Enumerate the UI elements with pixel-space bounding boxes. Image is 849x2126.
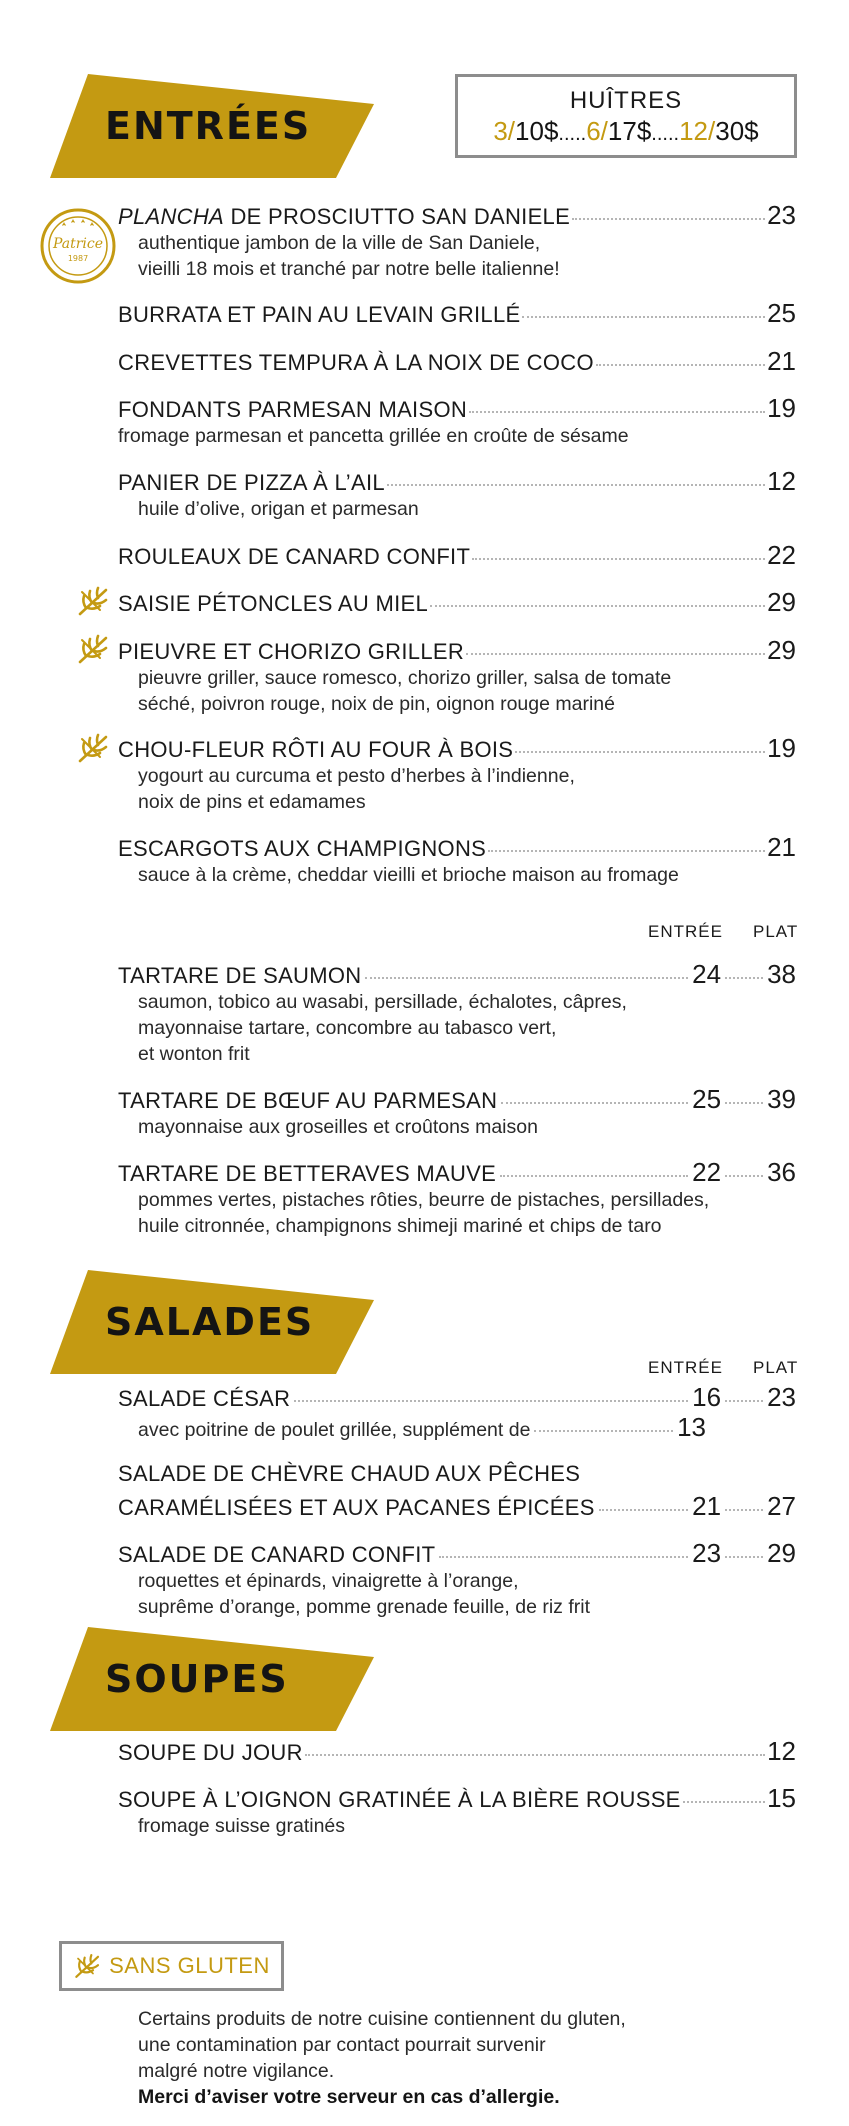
menu-item — [118, 1157, 796, 1239]
item-price: 21 — [767, 832, 796, 862]
notice-line: une contamination par contact pourrait survenir — [138, 2034, 546, 2056]
item-name: SALADE CÉSAR — [118, 1386, 291, 1411]
menu-item — [118, 635, 796, 717]
item-description: fromage suisse gratinés — [138, 1815, 346, 1837]
menu-item — [118, 1736, 796, 1766]
allergy-notice — [138, 2006, 626, 2110]
item-description: vieilli 18 mois et tranché par notre belle italienne! — [138, 258, 560, 280]
item-price-entree: 25 — [692, 1084, 722, 1114]
item-price: 21 — [767, 346, 796, 376]
item-description: pommes vertes, pistaches rôties, beurre de pistaches, persillades, — [138, 1189, 710, 1211]
item-description: mayonnaise tartare, concombre au tabasco vert, — [138, 1017, 557, 1039]
item-name-rest: DE PROSCIUTTO SAN DANIELE — [230, 204, 571, 229]
oyster-dots: ..... — [558, 123, 587, 145]
menu-item — [118, 1084, 796, 1140]
item-name: CARAMÉLISÉES ET AUX PACANES ÉPICÉES — [118, 1495, 595, 1520]
item-price-plat: 36 — [767, 1157, 796, 1187]
oysters-box — [455, 74, 797, 158]
section-title-soupes: SOUPES — [105, 1657, 289, 1701]
menu-item — [118, 540, 796, 570]
oyster-price: 17$ — [607, 116, 652, 146]
item-price-plat: 27 — [767, 1491, 796, 1521]
item-price-plat: 29 — [767, 1538, 796, 1568]
menu-item — [118, 733, 796, 815]
item-name: SALADE DE CANARD CONFIT — [118, 1542, 436, 1567]
item-price: 12 — [767, 466, 796, 496]
item-price: 29 — [767, 635, 796, 665]
oyster-price: 10$ — [515, 116, 559, 146]
svg-text:Patrice: Patrice — [52, 236, 104, 252]
item-description: avec poitrine de poulet grillée, supplément de — [138, 1419, 531, 1441]
notice-line: malgré notre vigilance. — [138, 2060, 335, 2082]
item-description: mayonnaise aux groseilles et croûtons maison — [138, 1116, 538, 1138]
notice-bold-line: Merci d’aviser votre serveur en cas d’allergie. — [138, 2086, 560, 2108]
section-banner-salades — [50, 1270, 374, 1374]
item-price-entree: 16 — [692, 1382, 722, 1412]
item-description: sauce à la crème, cheddar vieilli et brioche maison au fromage — [138, 864, 679, 886]
column-header-plat: PLAT — [753, 922, 799, 941]
oyster-dots: ..... — [651, 123, 680, 145]
svg-text:1987: 1987 — [67, 254, 89, 263]
patrice-seal-icon — [40, 208, 116, 289]
section-title-entrees: ENTRÉES — [105, 104, 312, 148]
item-description: saumon, tobico au wasabi, persillade, échalotes, câpres, — [138, 991, 627, 1013]
item-price: 23 — [767, 200, 796, 230]
item-price-entree: 24 — [692, 959, 722, 989]
oyster-qty: 12/ — [679, 116, 716, 146]
notice-line — [138, 2084, 626, 2110]
item-name: TARTARE DE SAUMON — [118, 963, 362, 988]
item-name: CHOU-FLEUR RÔTI AU FOUR À BOIS — [118, 737, 514, 762]
item-supplement-price: 13 — [677, 1412, 706, 1442]
wheat-icon — [76, 586, 112, 616]
item-name: PIEUVRE ET CHORIZO GRILLER — [118, 639, 465, 664]
item-description: séché, poivron rouge, noix de pin, oignon rouge mariné — [138, 693, 615, 715]
menu-item — [118, 587, 796, 617]
item-name: SAISIE PÉTONCLES AU MIEL — [118, 591, 429, 616]
notice-line: Certains produits de notre cuisine contiennent du gluten, — [138, 2008, 626, 2030]
section-banner-soupes — [50, 1627, 374, 1731]
section-title-salades: SALADES — [105, 1300, 315, 1344]
item-price-plat: 38 — [767, 959, 796, 989]
item-description: pieuvre griller, sauce romesco, chorizo griller, salsa de tomate — [138, 667, 672, 689]
item-price: 15 — [767, 1783, 796, 1813]
item-name: SALADE DE CHÈVRE CHAUD AUX PÊCHES — [118, 1461, 581, 1486]
item-description: yogourt au curcuma et pesto d’herbes à l’indienne, — [138, 765, 575, 787]
menu-item — [118, 959, 796, 1067]
item-description: suprême d’orange, pomme grenade feuille, de riz frit — [138, 1596, 590, 1618]
section-banner-entrees — [50, 74, 374, 178]
item-name: TARTARE DE BETTERAVES MAUVE — [118, 1161, 497, 1186]
menu-item — [118, 298, 796, 328]
menu-item — [118, 1783, 796, 1839]
menu-item — [118, 1461, 796, 1521]
column-header-entree: ENTRÉE — [648, 1358, 723, 1377]
wheat-icon — [76, 634, 112, 664]
oyster-qty: 6/ — [586, 116, 608, 146]
item-name: SOUPE À L’OIGNON GRATINÉE À LA BIÈRE ROUSSE — [118, 1787, 681, 1812]
item-price-entree: 22 — [692, 1157, 722, 1187]
item-price: 12 — [767, 1736, 796, 1766]
menu-item — [118, 1538, 796, 1620]
oyster-qty: 3/ — [493, 116, 516, 146]
column-header-entree: ENTRÉE — [648, 922, 723, 941]
item-name: FONDANTS PARMESAN MAISON — [118, 397, 468, 422]
item-name: BURRATA ET PAIN AU LEVAIN GRILLÉ — [118, 302, 521, 327]
item-name: PANIER DE PIZZA À L’AIL — [118, 470, 385, 495]
item-name: ROULEAUX DE CANARD CONFIT — [118, 544, 471, 569]
menu-item — [118, 466, 796, 522]
item-name-italic: PLANCHA — [118, 204, 225, 229]
item-price-plat: 23 — [767, 1382, 796, 1412]
item-description: noix de pins et edamames — [138, 791, 366, 813]
item-price-entree: 23 — [692, 1538, 722, 1568]
oysters-title: HUÎTRES — [569, 87, 683, 114]
item-description: authentique jambon de la ville de San Daniele, — [138, 232, 541, 254]
item-price: 19 — [767, 733, 796, 763]
item-price: 25 — [767, 298, 796, 328]
item-name: CREVETTES TEMPURA À LA NOIX DE COCO — [118, 350, 594, 375]
menu-item — [118, 346, 796, 376]
oysters-prices — [458, 116, 794, 147]
item-description: roquettes et épinards, vinaigrette à l’orange, — [138, 1570, 519, 1592]
item-description: fromage parmesan et pancetta grillée en croûte de sésame — [118, 425, 629, 447]
wheat-icon — [73, 1953, 103, 1979]
gluten-free-legend — [59, 1941, 284, 1991]
item-price: 22 — [767, 540, 796, 570]
menu-item — [118, 1382, 796, 1442]
menu-item — [118, 393, 796, 449]
item-name — [118, 204, 570, 230]
item-description: huile citronnée, champignons shimeji mariné et chips de taro — [138, 1215, 662, 1237]
item-price-plat: 39 — [767, 1084, 796, 1114]
menu-item — [118, 832, 796, 888]
legend-label: SANS GLUTEN — [109, 1953, 270, 1978]
menu-item — [118, 200, 796, 282]
item-description: huile d’olive, origan et parmesan — [138, 498, 419, 520]
oyster-price: 30$ — [715, 116, 759, 146]
item-name: SOUPE DU JOUR — [118, 1740, 303, 1765]
item-price: 19 — [767, 393, 796, 423]
item-price-entree: 21 — [692, 1491, 722, 1521]
column-header-plat: PLAT — [753, 1358, 799, 1377]
item-name: TARTARE DE BŒUF AU PARMESAN — [118, 1088, 498, 1113]
item-price: 29 — [767, 587, 796, 617]
wheat-icon — [76, 733, 112, 763]
item-name: ESCARGOTS AUX CHAMPIGNONS — [118, 836, 487, 861]
item-description: et wonton frit — [138, 1043, 250, 1065]
